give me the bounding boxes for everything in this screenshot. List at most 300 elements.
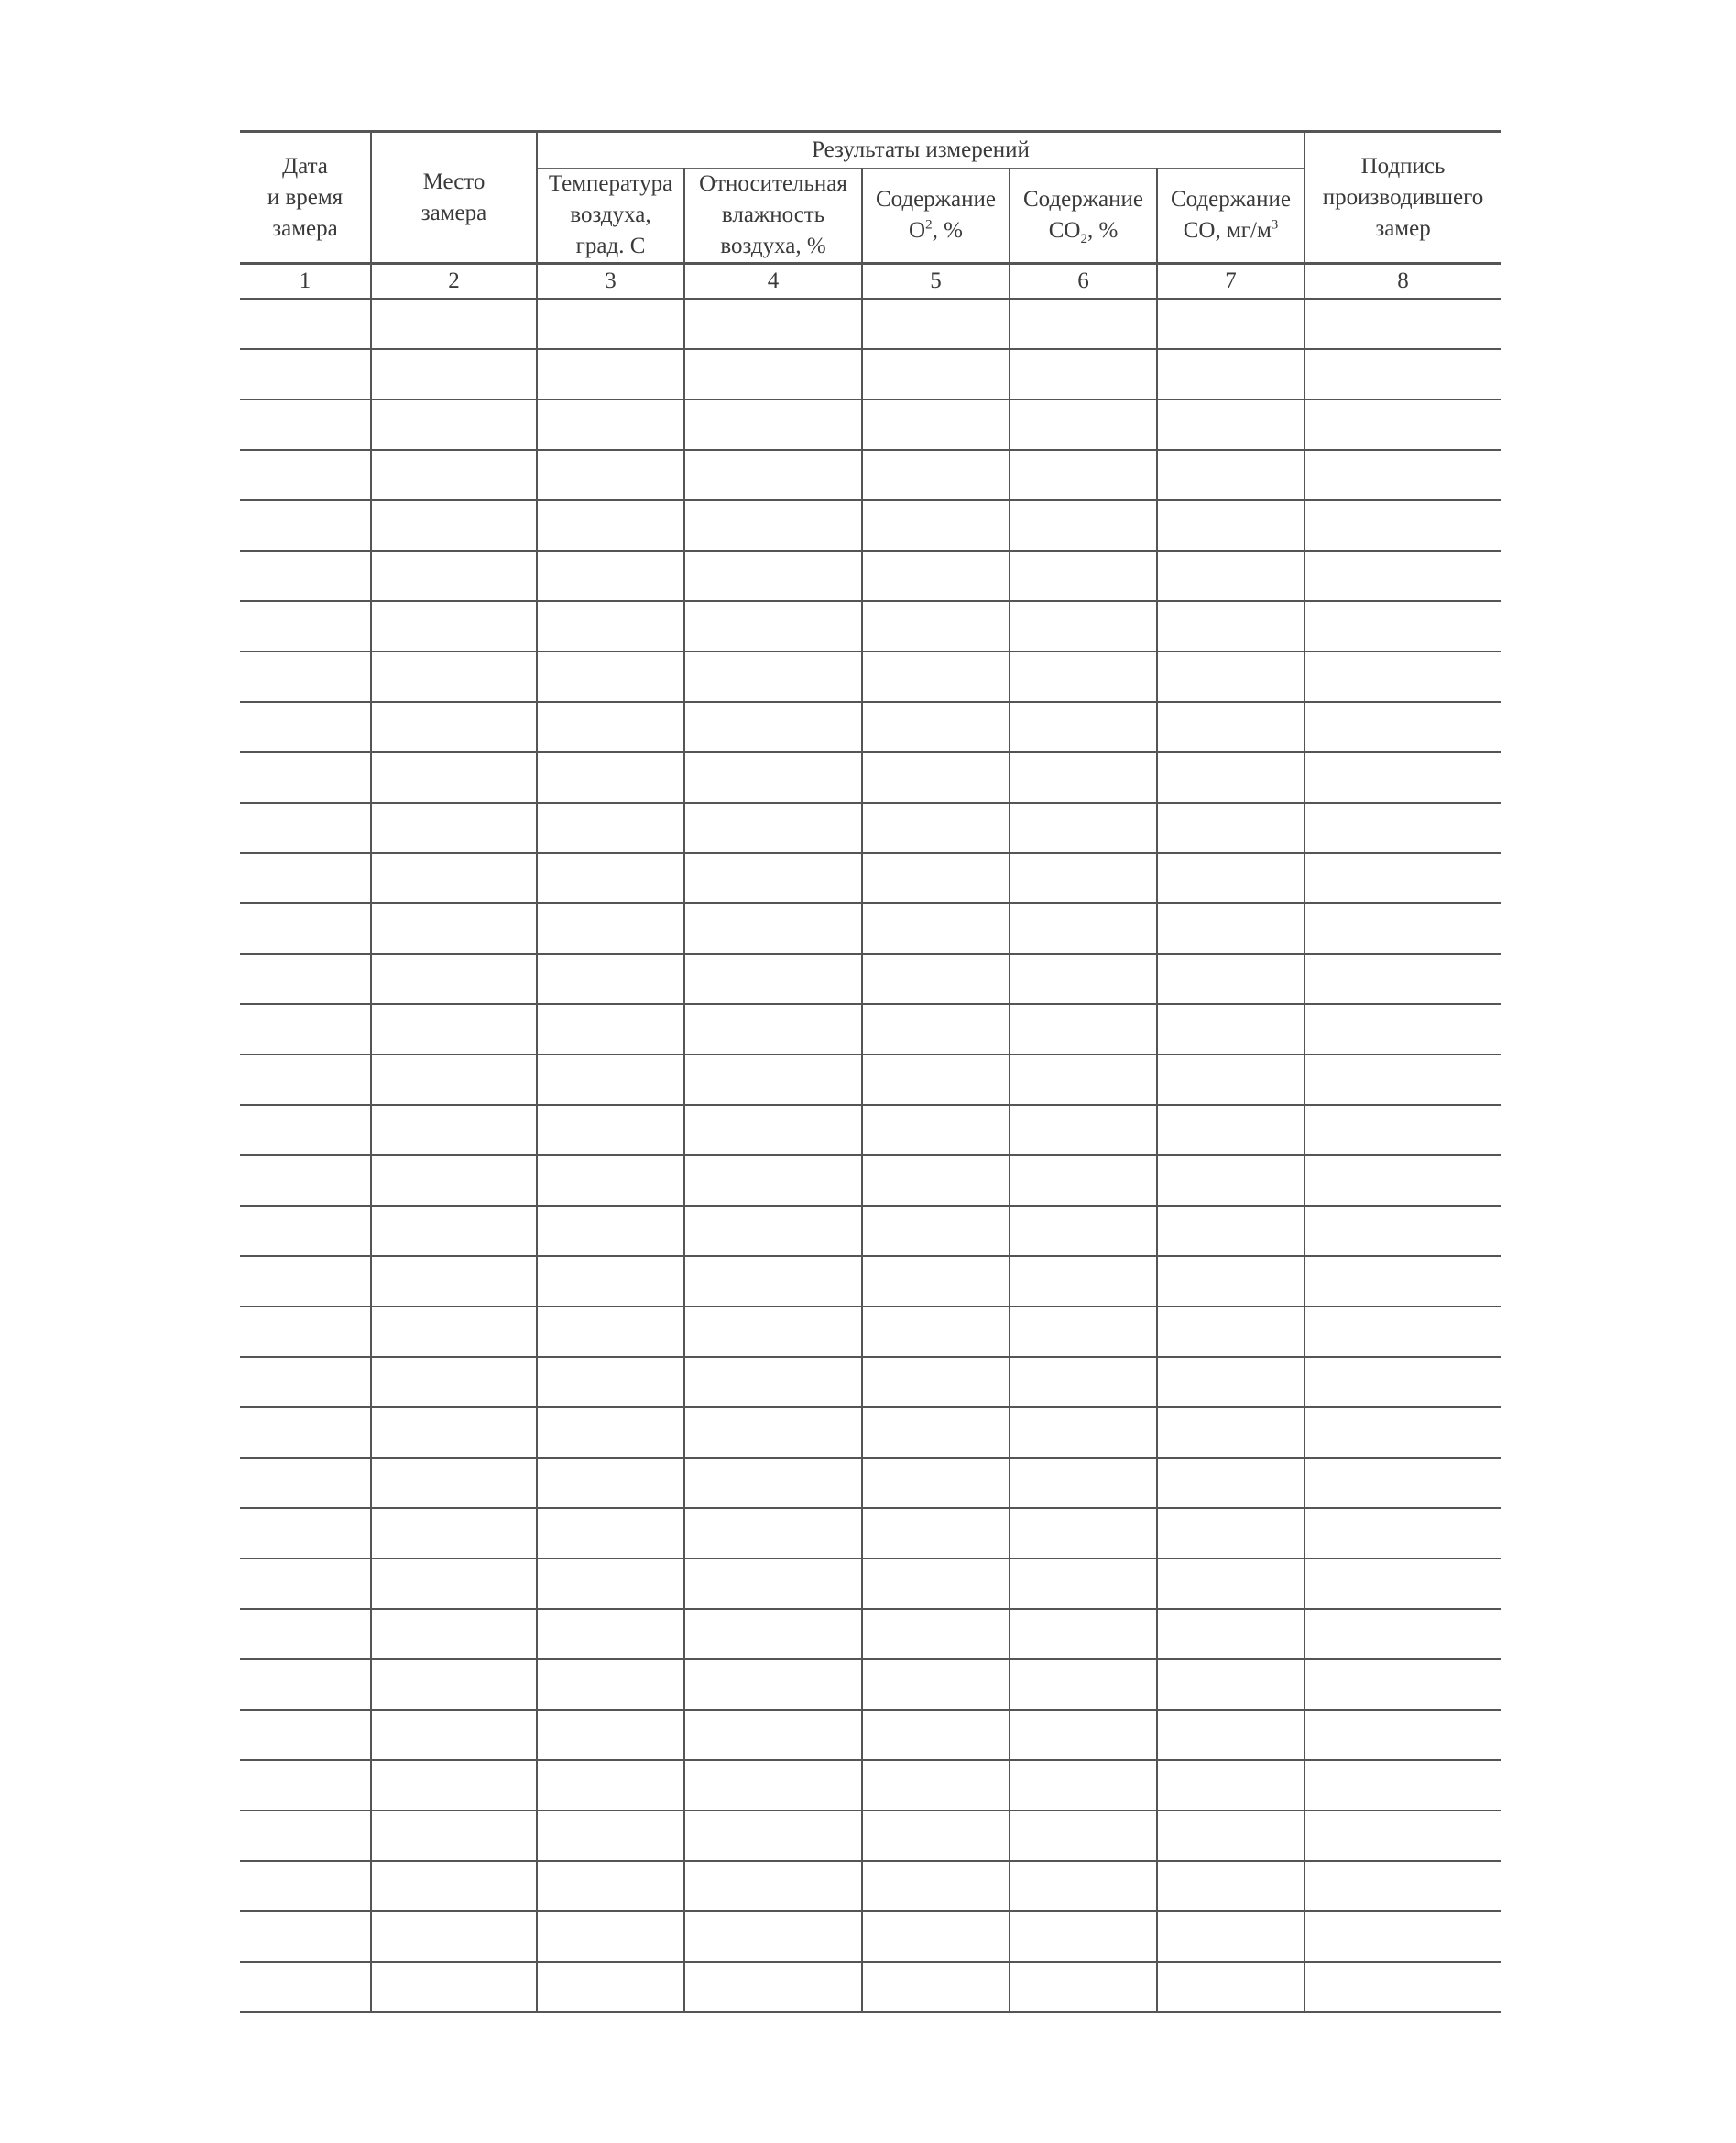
- table-cell-c1[interactable]: [240, 1609, 371, 1659]
- table-cell-c2[interactable]: [371, 1911, 537, 1962]
- table-cell-c5[interactable]: [862, 1710, 1010, 1760]
- header-place: [371, 132, 537, 264]
- table-cell-c6[interactable]: [1010, 1710, 1157, 1760]
- table-cell-c4[interactable]: [684, 1357, 862, 1407]
- table-cell-c4[interactable]: [684, 1710, 862, 1760]
- table-cell-c8[interactable]: [1305, 1055, 1501, 1105]
- table-cell-c8[interactable]: [1305, 1155, 1501, 1206]
- table-cell-c3[interactable]: [537, 651, 684, 702]
- table-cell-c1[interactable]: [240, 1911, 371, 1962]
- table-cell-c6[interactable]: [1010, 702, 1157, 752]
- table-cell-c5[interactable]: [862, 1810, 1010, 1861]
- table-cell-c5[interactable]: [862, 702, 1010, 752]
- table-cell-c8[interactable]: [1305, 1206, 1501, 1256]
- table-cell-c8[interactable]: [1305, 954, 1501, 1004]
- table-cell-c1[interactable]: [240, 299, 371, 349]
- table-cell-c5[interactable]: [862, 1458, 1010, 1508]
- table-cell-c3[interactable]: [537, 349, 684, 399]
- table-cell-c4[interactable]: [684, 1659, 862, 1710]
- table-cell-c4[interactable]: [684, 1609, 862, 1659]
- table-cell-c6[interactable]: [1010, 1206, 1157, 1256]
- table-cell-c4[interactable]: [684, 399, 862, 450]
- table-cell-c7[interactable]: [1157, 299, 1305, 349]
- table-cell-c4[interactable]: [684, 1962, 862, 2012]
- table-cell-c3[interactable]: [537, 1760, 684, 1810]
- table-cell-c2[interactable]: [371, 601, 537, 651]
- table-cell-c8[interactable]: [1305, 651, 1501, 702]
- table-cell-c2[interactable]: [371, 349, 537, 399]
- table-cell-c7[interactable]: [1157, 1407, 1305, 1458]
- table-cell-c7[interactable]: [1157, 1307, 1305, 1357]
- header-o2: [862, 169, 1010, 264]
- table-cell-c5[interactable]: [862, 903, 1010, 954]
- table-cell-c8[interactable]: [1305, 1407, 1501, 1458]
- table-cell-c3[interactable]: [537, 1710, 684, 1760]
- table-row: [240, 601, 1501, 651]
- table-cell-c4[interactable]: [684, 903, 862, 954]
- table-cell-c1[interactable]: [240, 1206, 371, 1256]
- table-cell-c6[interactable]: [1010, 1105, 1157, 1155]
- table-cell-c3[interactable]: [537, 752, 684, 803]
- table-cell-c7[interactable]: [1157, 702, 1305, 752]
- table-cell-c8[interactable]: [1305, 1710, 1501, 1760]
- table-cell-c3[interactable]: [537, 903, 684, 954]
- table-cell-c4[interactable]: [684, 1407, 862, 1458]
- table-cell-c3[interactable]: [537, 450, 684, 500]
- table-cell-c5[interactable]: [862, 1206, 1010, 1256]
- table-cell-c4[interactable]: [684, 1307, 862, 1357]
- table-cell-c5[interactable]: [862, 601, 1010, 651]
- table-cell-c4[interactable]: [684, 752, 862, 803]
- table-cell-c6[interactable]: [1010, 1911, 1157, 1962]
- table-cell-c7[interactable]: [1157, 551, 1305, 601]
- table-cell-c3[interactable]: [537, 1256, 684, 1307]
- table-cell-c5[interactable]: [862, 1256, 1010, 1307]
- table-cell-c8[interactable]: [1305, 1307, 1501, 1357]
- table-cell-c8[interactable]: [1305, 299, 1501, 349]
- header-humidity-line: Относительная: [699, 171, 847, 196]
- table-cell-c8[interactable]: [1305, 1911, 1501, 1962]
- table-cell-c6[interactable]: [1010, 1760, 1157, 1810]
- table-cell-c2[interactable]: [371, 752, 537, 803]
- table-cell-c7[interactable]: [1157, 903, 1305, 954]
- table-cell-c1[interactable]: [240, 1558, 371, 1609]
- table-row: [240, 551, 1501, 601]
- header-o2-main: О: [909, 218, 926, 243]
- table-cell-c7[interactable]: [1157, 1659, 1305, 1710]
- table-cell-c2[interactable]: [371, 1357, 537, 1407]
- table-cell-c5[interactable]: [862, 399, 1010, 450]
- table-cell-c2[interactable]: [371, 1861, 537, 1911]
- table-cell-c7[interactable]: [1157, 1911, 1305, 1962]
- table-cell-c2[interactable]: [371, 853, 537, 903]
- table-cell-c6[interactable]: [1010, 1810, 1157, 1861]
- table-cell-c3[interactable]: [537, 853, 684, 903]
- table-cell-c7[interactable]: [1157, 1105, 1305, 1155]
- table-cell-c8[interactable]: [1305, 903, 1501, 954]
- table-cell-c5[interactable]: [862, 853, 1010, 903]
- table-cell-c8[interactable]: [1305, 1558, 1501, 1609]
- table-cell-c3[interactable]: [537, 500, 684, 551]
- table-cell-c2[interactable]: [371, 803, 537, 853]
- table-cell-c3[interactable]: [537, 1558, 684, 1609]
- table-cell-c7[interactable]: [1157, 1962, 1305, 2012]
- table-cell-c6[interactable]: [1010, 551, 1157, 601]
- table-cell-c8[interactable]: [1305, 1004, 1501, 1055]
- table-cell-c1[interactable]: [240, 1962, 371, 2012]
- table-cell-c8[interactable]: [1305, 450, 1501, 500]
- table-cell-c2[interactable]: [371, 1307, 537, 1357]
- table-cell-c7[interactable]: [1157, 1256, 1305, 1307]
- table-cell-c4[interactable]: [684, 551, 862, 601]
- table-cell-c8[interactable]: [1305, 853, 1501, 903]
- table-cell-c4[interactable]: [684, 1105, 862, 1155]
- table-cell-c2[interactable]: [371, 399, 537, 450]
- table-cell-c3[interactable]: [537, 1861, 684, 1911]
- table-cell-c3[interactable]: [537, 551, 684, 601]
- table-cell-c7[interactable]: [1157, 1458, 1305, 1508]
- table-cell-c4[interactable]: [684, 1810, 862, 1861]
- table-cell-c1[interactable]: [240, 853, 371, 903]
- table-cell-c5[interactable]: [862, 1004, 1010, 1055]
- table-cell-c4[interactable]: [684, 450, 862, 500]
- table-cell-c2[interactable]: [371, 651, 537, 702]
- table-cell-c1[interactable]: [240, 1004, 371, 1055]
- table-cell-c6[interactable]: [1010, 1558, 1157, 1609]
- table-cell-c6[interactable]: [1010, 803, 1157, 853]
- table-cell-c8[interactable]: [1305, 399, 1501, 450]
- table-cell-c8[interactable]: [1305, 1105, 1501, 1155]
- table-cell-c5[interactable]: [862, 1911, 1010, 1962]
- table-cell-c7[interactable]: [1157, 1558, 1305, 1609]
- table-cell-c1[interactable]: [240, 1055, 371, 1105]
- header-o2-line2: [863, 215, 1009, 246]
- table-cell-c1[interactable]: [240, 1861, 371, 1911]
- table-cell-c5[interactable]: [862, 1659, 1010, 1710]
- table-cell-c6[interactable]: [1010, 1609, 1157, 1659]
- table-cell-c1[interactable]: [240, 752, 371, 803]
- table-cell-c5[interactable]: [862, 1558, 1010, 1609]
- table-cell-c8[interactable]: [1305, 500, 1501, 551]
- table-row: [240, 1357, 1501, 1407]
- table-cell-c5[interactable]: [862, 1055, 1010, 1105]
- table-cell-c7[interactable]: [1157, 1004, 1305, 1055]
- table-cell-c2[interactable]: [371, 903, 537, 954]
- table-row: [240, 752, 1501, 803]
- table-cell-c4[interactable]: [684, 1861, 862, 1911]
- table-cell-c2[interactable]: [371, 1155, 537, 1206]
- table-cell-c7[interactable]: [1157, 954, 1305, 1004]
- table-cell-c8[interactable]: [1305, 551, 1501, 601]
- table-cell-c2[interactable]: [371, 1810, 537, 1861]
- table-cell-c1[interactable]: [240, 1810, 371, 1861]
- table-cell-c7[interactable]: [1157, 450, 1305, 500]
- table-cell-c5[interactable]: [862, 803, 1010, 853]
- table-cell-c2[interactable]: [371, 1206, 537, 1256]
- table-row: [240, 803, 1501, 853]
- table-cell-c1[interactable]: [240, 1105, 371, 1155]
- table-cell-c6[interactable]: [1010, 903, 1157, 954]
- table-cell-c4[interactable]: [684, 651, 862, 702]
- table-cell-c5[interactable]: [862, 299, 1010, 349]
- header-co2-tail: , %: [1086, 218, 1119, 243]
- table-cell-c2[interactable]: [371, 1105, 537, 1155]
- header-date-time-line: замера: [272, 215, 338, 241]
- table-cell-c3[interactable]: [537, 399, 684, 450]
- table-cell-c1[interactable]: [240, 551, 371, 601]
- table-cell-c6[interactable]: [1010, 1357, 1157, 1407]
- table-cell-c8[interactable]: [1305, 1962, 1501, 2012]
- table-cell-c2[interactable]: [371, 1458, 537, 1508]
- table-cell-c4[interactable]: [684, 803, 862, 853]
- table-cell-c4[interactable]: [684, 601, 862, 651]
- table-cell-c1[interactable]: [240, 1458, 371, 1508]
- table-cell-c5[interactable]: [862, 500, 1010, 551]
- table-cell-c4[interactable]: [684, 702, 862, 752]
- table-cell-c3[interactable]: [537, 954, 684, 1004]
- table-cell-c8[interactable]: [1305, 601, 1501, 651]
- table-cell-c3[interactable]: [537, 1810, 684, 1861]
- table-cell-c4[interactable]: [684, 1206, 862, 1256]
- table-cell-c4[interactable]: [684, 954, 862, 1004]
- table-cell-c7[interactable]: [1157, 1760, 1305, 1810]
- table-cell-c1[interactable]: [240, 954, 371, 1004]
- table-cell-c6[interactable]: [1010, 1962, 1157, 2012]
- table-cell-c5[interactable]: [862, 551, 1010, 601]
- table-cell-c5[interactable]: [862, 349, 1010, 399]
- table-cell-c7[interactable]: [1157, 1508, 1305, 1558]
- table-cell-c1[interactable]: [240, 803, 371, 853]
- table-cell-c1[interactable]: [240, 651, 371, 702]
- table-cell-c3[interactable]: [537, 1307, 684, 1357]
- table-cell-c1[interactable]: [240, 903, 371, 954]
- table-cell-c1[interactable]: [240, 1155, 371, 1206]
- table-cell-c3[interactable]: [537, 1407, 684, 1458]
- table-cell-c7[interactable]: [1157, 752, 1305, 803]
- table-cell-c8[interactable]: [1305, 1861, 1501, 1911]
- table-cell-c1[interactable]: [240, 500, 371, 551]
- table-cell-c1[interactable]: [240, 1508, 371, 1558]
- table-cell-c5[interactable]: [862, 1508, 1010, 1558]
- column-number: 3: [537, 264, 684, 300]
- table-cell-c4[interactable]: [684, 1558, 862, 1609]
- table-cell-c1[interactable]: [240, 1307, 371, 1357]
- table-cell-c2[interactable]: [371, 1558, 537, 1609]
- table-cell-c6[interactable]: [1010, 853, 1157, 903]
- table-cell-c2[interactable]: [371, 1659, 537, 1710]
- table-row: [240, 1710, 1501, 1760]
- table-cell-c5[interactable]: [862, 1357, 1010, 1407]
- table-cell-c1[interactable]: [240, 399, 371, 450]
- table-cell-c8[interactable]: [1305, 1609, 1501, 1659]
- table-cell-c6[interactable]: [1010, 450, 1157, 500]
- table-cell-c2[interactable]: [371, 1256, 537, 1307]
- table-cell-c2[interactable]: [371, 1508, 537, 1558]
- table-cell-c6[interactable]: [1010, 1055, 1157, 1105]
- table-cell-c8[interactable]: [1305, 1659, 1501, 1710]
- table-cell-c7[interactable]: [1157, 500, 1305, 551]
- table-cell-c3[interactable]: [537, 1458, 684, 1508]
- table-cell-c5[interactable]: [862, 954, 1010, 1004]
- table-cell-c3[interactable]: [537, 1962, 684, 2012]
- table-cell-c1[interactable]: [240, 1760, 371, 1810]
- table-cell-c6[interactable]: [1010, 500, 1157, 551]
- table-cell-c4[interactable]: [684, 1458, 862, 1508]
- table-cell-c2[interactable]: [371, 299, 537, 349]
- table-cell-c8[interactable]: [1305, 349, 1501, 399]
- table-cell-c2[interactable]: [371, 1004, 537, 1055]
- table-cell-c7[interactable]: [1157, 349, 1305, 399]
- header-co-main: СО, мг/м: [1183, 218, 1272, 243]
- table-row: [240, 299, 1501, 349]
- table-cell-c1[interactable]: [240, 601, 371, 651]
- table-cell-c6[interactable]: [1010, 1256, 1157, 1307]
- table-cell-c2[interactable]: [371, 1055, 537, 1105]
- table-cell-c2[interactable]: [371, 1407, 537, 1458]
- table-cell-c5[interactable]: [862, 651, 1010, 702]
- table-cell-c1[interactable]: [240, 1659, 371, 1710]
- table-cell-c2[interactable]: [371, 450, 537, 500]
- header-humidity: [684, 169, 862, 264]
- table-cell-c7[interactable]: [1157, 1055, 1305, 1105]
- table-cell-c7[interactable]: [1157, 1155, 1305, 1206]
- table-cell-c1[interactable]: [240, 1710, 371, 1760]
- table-cell-c8[interactable]: [1305, 1760, 1501, 1810]
- table-cell-c6[interactable]: [1010, 299, 1157, 349]
- table-cell-c3[interactable]: [537, 1357, 684, 1407]
- table-cell-c3[interactable]: [537, 1206, 684, 1256]
- table-cell-c7[interactable]: [1157, 1710, 1305, 1760]
- table-cell-c8[interactable]: [1305, 702, 1501, 752]
- table-cell-c2[interactable]: [371, 1710, 537, 1760]
- table-cell-c4[interactable]: [684, 1256, 862, 1307]
- table-cell-c3[interactable]: [537, 1055, 684, 1105]
- table-cell-c3[interactable]: [537, 1659, 684, 1710]
- header-co2: [1010, 169, 1157, 264]
- table-cell-c5[interactable]: [862, 1307, 1010, 1357]
- table-cell-c6[interactable]: [1010, 1861, 1157, 1911]
- table-cell-c4[interactable]: [684, 349, 862, 399]
- table-cell-c2[interactable]: [371, 551, 537, 601]
- table-cell-c5[interactable]: [862, 450, 1010, 500]
- table-cell-c7[interactable]: [1157, 1810, 1305, 1861]
- table-cell-c8[interactable]: [1305, 803, 1501, 853]
- table-cell-c5[interactable]: [862, 1407, 1010, 1458]
- table-cell-c3[interactable]: [537, 1105, 684, 1155]
- table-cell-c5[interactable]: [862, 1962, 1010, 2012]
- table-cell-c7[interactable]: [1157, 803, 1305, 853]
- table-cell-c7[interactable]: [1157, 1609, 1305, 1659]
- table-cell-c6[interactable]: [1010, 1155, 1157, 1206]
- table-cell-c4[interactable]: [684, 500, 862, 551]
- table-cell-c6[interactable]: [1010, 954, 1157, 1004]
- table-cell-c3[interactable]: [537, 1508, 684, 1558]
- table-cell-c1[interactable]: [240, 349, 371, 399]
- table-cell-c7[interactable]: [1157, 651, 1305, 702]
- table-cell-c6[interactable]: [1010, 1659, 1157, 1710]
- table-cell-c8[interactable]: [1305, 1357, 1501, 1407]
- table-cell-c3[interactable]: [537, 1911, 684, 1962]
- table-cell-c2[interactable]: [371, 500, 537, 551]
- table-cell-c6[interactable]: [1010, 1458, 1157, 1508]
- table-cell-c8[interactable]: [1305, 1458, 1501, 1508]
- table-cell-c8[interactable]: [1305, 1256, 1501, 1307]
- table-cell-c6[interactable]: [1010, 1307, 1157, 1357]
- table-cell-c2[interactable]: [371, 702, 537, 752]
- table-cell-c3[interactable]: [537, 1004, 684, 1055]
- table-cell-c6[interactable]: [1010, 1508, 1157, 1558]
- table-cell-c5[interactable]: [862, 1609, 1010, 1659]
- table-cell-c4[interactable]: [684, 853, 862, 903]
- table-cell-c3[interactable]: [537, 1609, 684, 1659]
- table-cell-c6[interactable]: [1010, 601, 1157, 651]
- table-cell-c7[interactable]: [1157, 1206, 1305, 1256]
- table-cell-c4[interactable]: [684, 299, 862, 349]
- table-cell-c5[interactable]: [862, 1105, 1010, 1155]
- table-cell-c4[interactable]: [684, 1004, 862, 1055]
- table-cell-c3[interactable]: [537, 299, 684, 349]
- header-co2-sub: 2: [1080, 232, 1087, 246]
- table-cell-c4[interactable]: [684, 1760, 862, 1810]
- table-cell-c1[interactable]: [240, 1407, 371, 1458]
- table-cell-c6[interactable]: [1010, 1407, 1157, 1458]
- header-o2-sup: 2: [925, 217, 933, 233]
- table-cell-c1[interactable]: [240, 1256, 371, 1307]
- table-row: [240, 1962, 1501, 2012]
- table-cell-c7[interactable]: [1157, 1861, 1305, 1911]
- table-cell-c5[interactable]: [862, 1760, 1010, 1810]
- table-cell-c3[interactable]: [537, 601, 684, 651]
- table-cell-c1[interactable]: [240, 450, 371, 500]
- table-cell-c2[interactable]: [371, 954, 537, 1004]
- header-signature-line: Подпись: [1360, 153, 1446, 179]
- table-cell-c6[interactable]: [1010, 752, 1157, 803]
- column-number: 8: [1305, 264, 1501, 300]
- table-cell-c1[interactable]: [240, 1357, 371, 1407]
- table-row: [240, 450, 1501, 500]
- column-number: 4: [684, 264, 862, 300]
- table-cell-c8[interactable]: [1305, 752, 1501, 803]
- table-row: [240, 903, 1501, 954]
- table-cell-c6[interactable]: [1010, 651, 1157, 702]
- table-cell-c6[interactable]: [1010, 399, 1157, 450]
- table-cell-c5[interactable]: [862, 1155, 1010, 1206]
- table-cell-c3[interactable]: [537, 803, 684, 853]
- table-cell-c4[interactable]: [684, 1155, 862, 1206]
- table-cell-c7[interactable]: [1157, 399, 1305, 450]
- table-cell-c2[interactable]: [371, 1760, 537, 1810]
- table-cell-c5[interactable]: [862, 1861, 1010, 1911]
- table-cell-c5[interactable]: [862, 752, 1010, 803]
- table-cell-c4[interactable]: [684, 1911, 862, 1962]
- header-temperature-line: воздуха,: [570, 202, 651, 227]
- table-cell-c2[interactable]: [371, 1962, 537, 2012]
- table-cell-c3[interactable]: [537, 1155, 684, 1206]
- table-cell-c2[interactable]: [371, 1609, 537, 1659]
- table-cell-c7[interactable]: [1157, 853, 1305, 903]
- table-cell-c7[interactable]: [1157, 601, 1305, 651]
- table-row: [240, 1508, 1501, 1558]
- table-cell-c3[interactable]: [537, 702, 684, 752]
- table-cell-c6[interactable]: [1010, 349, 1157, 399]
- table-cell-c1[interactable]: [240, 702, 371, 752]
- table-cell-c7[interactable]: [1157, 1357, 1305, 1407]
- table-cell-c8[interactable]: [1305, 1508, 1501, 1558]
- table-cell-c4[interactable]: [684, 1055, 862, 1105]
- table-cell-c8[interactable]: [1305, 1810, 1501, 1861]
- table-cell-c4[interactable]: [684, 1508, 862, 1558]
- table-cell-c6[interactable]: [1010, 1004, 1157, 1055]
